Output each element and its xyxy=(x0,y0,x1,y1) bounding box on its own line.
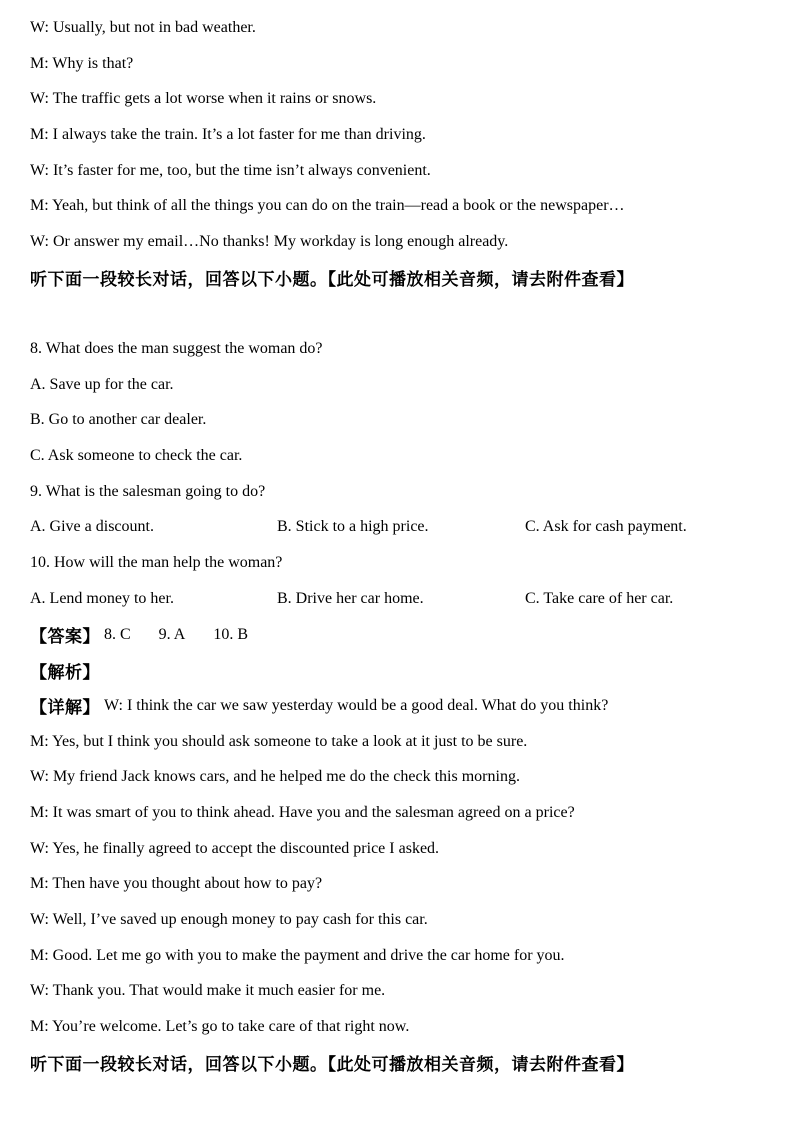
question-line: 8. What does the man suggest the woman do? xyxy=(30,340,323,358)
option-cell: C. Take care of her car. xyxy=(525,589,674,607)
dialogue-line: M: Then have you thought about how to pay? xyxy=(30,875,323,893)
dialogue-line: W: Or answer my email…No thanks! My workday is long enough already. xyxy=(30,232,509,250)
dialogue-line: W: Usually, but not in bad weather. xyxy=(30,18,256,36)
dialogue-line: W: It’s faster for me, too, but the time isn’t always convenient. xyxy=(30,161,431,179)
dialogue-line: W: Yes, he finally agreed to accept the discounted price I asked. xyxy=(30,839,440,857)
question-line: 10. How will the man help the woman? xyxy=(30,554,283,572)
answer-item: 8. C xyxy=(104,625,131,643)
option-line: B. Go to another car dealer. xyxy=(30,411,207,429)
option-cell: C. Ask for cash payment. xyxy=(525,518,687,536)
answer-item: 10. B xyxy=(213,625,249,643)
option-cell: B. Drive her car home. xyxy=(277,589,424,607)
option-line: C. Ask someone to check the car. xyxy=(30,447,243,465)
dialogue-line: M: Why is that? xyxy=(30,54,134,72)
dialogue-line: W: The traffic gets a lot worse when it rains or snows. xyxy=(30,90,377,108)
detail-line xyxy=(30,688,776,724)
detail-tag: 【详解】 xyxy=(30,698,100,719)
answer-tag: 【答案】 xyxy=(30,627,100,648)
option-line: A. Save up for the car. xyxy=(30,375,174,393)
option-cell: A. Give a discount. xyxy=(30,518,154,536)
detail-text: W: I think the car we saw yesterday would be a good deal. What do you think? xyxy=(104,696,609,714)
dialogue-line: M: Yes, but I think you should ask someone to take a look at it just to be sure. xyxy=(30,732,528,750)
question-line: 9. What is the salesman going to do? xyxy=(30,482,266,500)
dialogue-line: W: Thank you. That would make it much easier for me. xyxy=(30,982,386,1000)
dialogue-line: M: You’re welcome. Let’s go to take care of that right now. xyxy=(30,1018,410,1036)
dialogue-line: M: I always take the train. It’s a lot faster for me than driving. xyxy=(30,125,426,143)
analysis-tag: 【解析】 xyxy=(30,662,100,683)
section-instruction: 听下面一段较长对话，回答以下小题。【此处可播放相关音频，请去附件查看】 xyxy=(30,1055,634,1076)
dialogue-line: W: Well, I’ve saved up enough money to pay cash for this car. xyxy=(30,911,428,929)
section-instruction: 听下面一段较长对话，回答以下小题。【此处可播放相关音频，请去附件查看】 xyxy=(30,270,634,291)
answer-line xyxy=(30,617,776,653)
dialogue-line: M: Good. Let me go with you to make the payment and drive the car home for you. xyxy=(30,946,565,964)
dialogue-line: W: My friend Jack knows cars, and he helped me do the check this morning. xyxy=(30,768,520,786)
dialogue-line: M: Yeah, but think of all the things you can do on the train—read a book or the newspaper… xyxy=(30,197,625,215)
dialogue-line: M: It was smart of you to think ahead. Have you and the salesman agreed on a price? xyxy=(30,803,575,821)
option-cell: A. Lend money to her. xyxy=(30,589,174,607)
answer-item: 9. A xyxy=(158,625,186,643)
options-row xyxy=(30,510,776,546)
options-row xyxy=(30,581,776,617)
option-cell: B. Stick to a high price. xyxy=(277,518,429,536)
blank-line xyxy=(30,296,776,332)
document-body xyxy=(30,10,776,1081)
